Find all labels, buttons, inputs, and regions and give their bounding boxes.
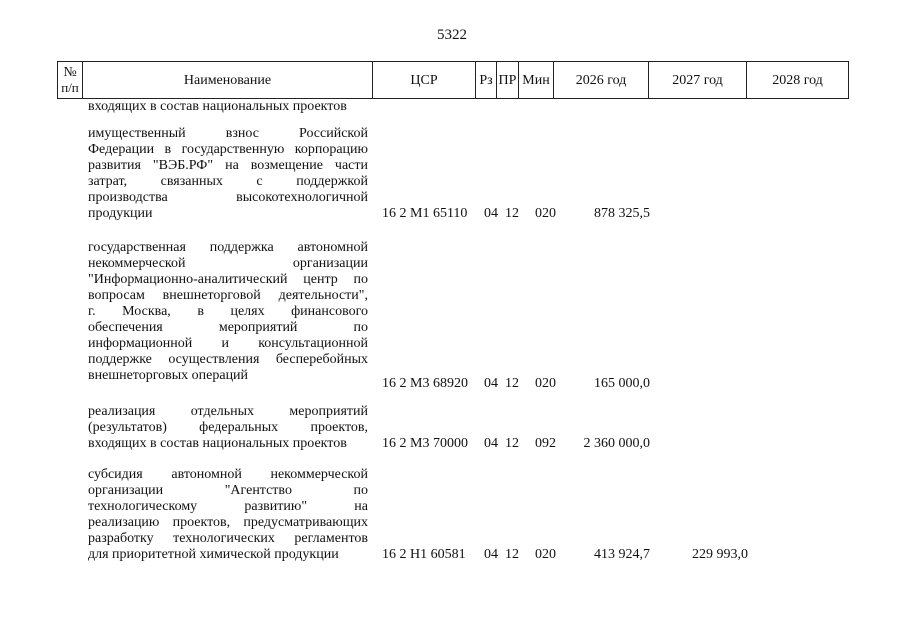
- row-name-line: технологическому развитию" на: [88, 499, 368, 514]
- row-rz: 04: [484, 376, 498, 391]
- row-min: 020: [535, 547, 556, 562]
- row-pr: 12: [505, 547, 519, 562]
- row-name-line: развития "ВЭБ.РФ" на возмещение части: [88, 158, 368, 173]
- row-2026: 165 000,0: [594, 376, 650, 391]
- row-name-line: некоммерческой организации: [88, 256, 368, 271]
- row-pr: 12: [505, 376, 519, 391]
- row-name-line: вопросам внешнеторговой деятельности",: [88, 288, 368, 303]
- row-name-line: "Информационно-аналитический центр по: [88, 272, 368, 287]
- row-name-line: для приоритетной химической продукции: [88, 547, 339, 562]
- row-name-line: субсидия автономной некоммерческой: [88, 467, 368, 482]
- header-num: [58, 62, 83, 99]
- row-name-line: продукции: [88, 206, 153, 221]
- header-min: Мин: [519, 62, 554, 99]
- row-csr: 16 2 М1 65110: [382, 206, 468, 221]
- row-name-line: информационной и консультационной: [88, 336, 368, 351]
- row-name-line: имущественный взнос Российской: [88, 126, 368, 141]
- row-min: 020: [535, 376, 556, 391]
- row-name: [88, 467, 368, 563]
- row-name-line: разработку технологических регламентов: [88, 531, 368, 546]
- row-name: [88, 126, 368, 222]
- row-name-line: (результатов) федеральных проектов,: [88, 420, 368, 435]
- continuation-text: входящих в состав национальных проектов: [88, 99, 347, 114]
- table-header: [57, 61, 849, 99]
- row-name-line: организации "Агентство по: [88, 483, 368, 498]
- row-rz: 04: [484, 206, 498, 221]
- row-min: 092: [535, 436, 556, 451]
- header-num-line2: п/п: [61, 80, 79, 95]
- header-num-line1: №: [63, 65, 77, 80]
- row-name-line: г. Москва, в целях финансового: [88, 304, 368, 319]
- row-name: [88, 240, 368, 384]
- header-2026: 2026 год: [554, 62, 649, 99]
- header-pr: ПР: [497, 62, 519, 99]
- row-rz: 04: [484, 547, 498, 562]
- row-name-line: реализация отдельных мероприятий: [88, 404, 368, 419]
- row-name-line: затрат, связанных с поддержкой: [88, 174, 368, 189]
- row-2026: 413 924,7: [594, 547, 650, 562]
- header-csr: ЦСР: [373, 62, 476, 99]
- row-2026: 2 360 000,0: [583, 436, 650, 451]
- row-name-line: Федерации в государственную корпорацию: [88, 142, 368, 157]
- row-name-line: обеспечения мероприятий по: [88, 320, 368, 335]
- header-2028: 2028 год: [747, 62, 849, 99]
- row-name-line: поддержке осуществления бесперебойных: [88, 352, 368, 367]
- header-rz: Рз: [476, 62, 497, 99]
- row-pr: 12: [505, 436, 519, 451]
- header-2027: 2027 год: [649, 62, 747, 99]
- row-2026: 878 325,5: [594, 206, 650, 221]
- header-name: Наименование: [83, 62, 373, 99]
- row-name-line: входящих в состав национальных проектов: [88, 436, 347, 451]
- row-csr: 16 2 Н1 60581: [382, 547, 466, 562]
- row-rz: 04: [484, 436, 498, 451]
- row-name-line: внешнеторговых операций: [88, 368, 249, 383]
- row-csr: 16 2 М3 68920: [382, 376, 468, 391]
- row-name-line: государственная поддержка автономной: [88, 240, 368, 255]
- row-csr: 16 2 М3 70000: [382, 436, 468, 451]
- row-min: 020: [535, 206, 556, 221]
- row-name-line: производства высокотехнологичной: [88, 190, 368, 205]
- row-name-line: реализацию проектов, предусматривающих: [88, 515, 368, 530]
- row-2027: 229 993,0: [692, 547, 748, 562]
- page-number: 5322: [437, 27, 467, 43]
- row-name: [88, 404, 368, 452]
- row-pr: 12: [505, 206, 519, 221]
